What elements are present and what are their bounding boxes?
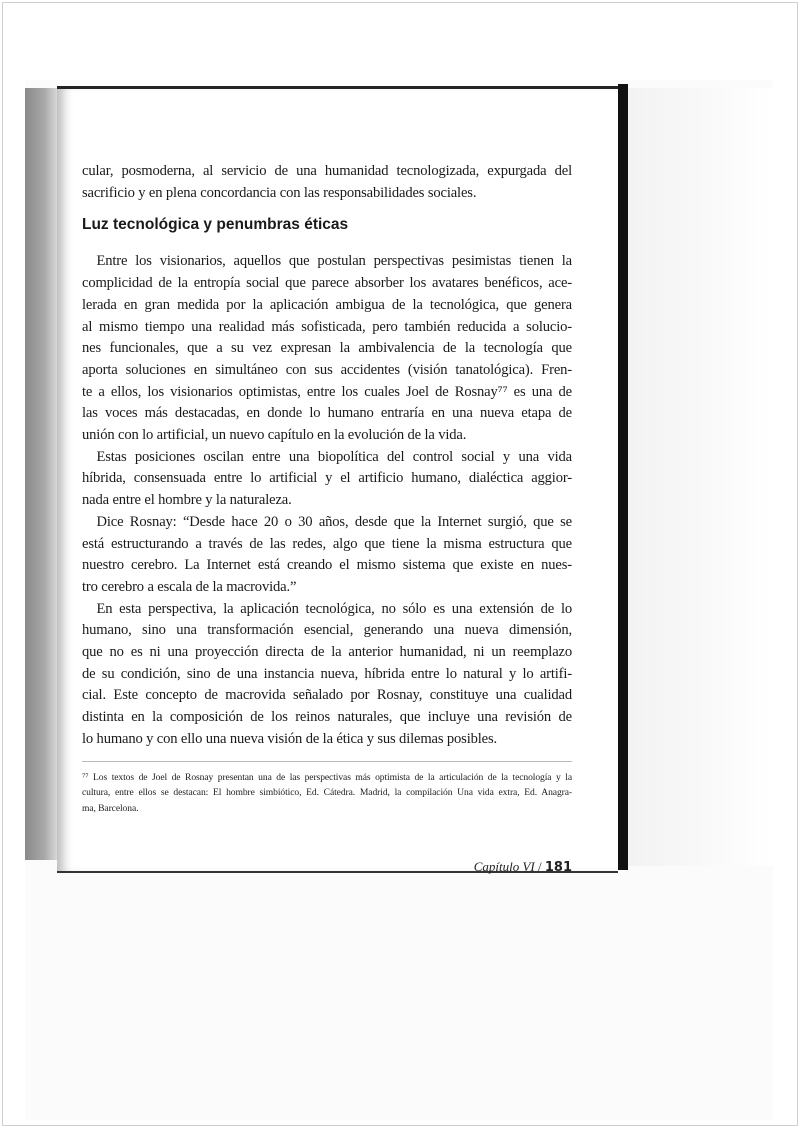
text-line: unión con lo artificial, un nuevo capítulo en la evolución de la vida. — [82, 427, 467, 444]
footnote-line: cultura, entre ellos se destacan: El hombre simbiótico, Ed. Cátedra. Madrid, la compilación Una vida extra, Ed. Anagra- — [82, 787, 572, 799]
footnote-divider — [82, 761, 572, 762]
text-line: híbrida, consensuada entre lo artificial y el artificio humano, dialéctica aggior- — [82, 470, 572, 487]
footer-separator: / — [534, 859, 545, 875]
text-line: complicidad de la entropía social que parece absorber los avatares benéficos, ace- — [82, 275, 572, 292]
text-line: Estas posiciones oscilan entre una biopolítica del control social y una vida — [82, 448, 572, 465]
text-line: al mismo tiempo una realidad más sofisticada, pero también reducida a solucio- — [82, 318, 572, 335]
text-line: cular, posmoderna, al servicio de una humanidad tecnologizada, expurgada del — [82, 163, 572, 179]
footnote-line: ma, Barcelona. — [82, 802, 139, 814]
intro-paragraph — [82, 161, 572, 204]
text-line: que no es ni una proyección directa de la anterior humanidad, ni un reemplazo — [82, 644, 572, 661]
text-line: sacrificio y en plena concordancia con las responsabilidades sociales. — [82, 184, 477, 201]
text-column — [82, 161, 572, 877]
footnote — [82, 770, 572, 817]
text-line: humano, sino una transformación esencial, generando una nueva dimensión, — [82, 622, 572, 639]
text-line: lo humano y con ello una nueva visión de la ética y sus dilemas posibles. — [82, 730, 498, 747]
text-line: nuestro cerebro. La Internet está creando el mismo sistema que existe en nues- — [82, 557, 572, 574]
text-line: lerada en gran medida por la aplicación ambigua de la tecnológica, que genera — [82, 296, 572, 313]
text-line: nes funcionales, que a su vez expresan la ambivalencia de la tecnología que — [82, 340, 572, 357]
text-line: las voces más destacadas, en donde lo humano entraría en una nueva etapa de — [82, 405, 572, 422]
text-line: cial. Este concepto de macrovida señalado por Rosnay, constituye una cualidad — [82, 687, 572, 704]
section-heading: Luz tecnológica y penumbras éticas — [82, 216, 349, 234]
text-line: aporta soluciones en simultáneo con sus accidentes (visión tanatológica). Fren- — [82, 361, 572, 378]
book-binding-shadow — [25, 88, 57, 860]
text-line: te a ellos, los visionarios optimistas, entre los cuales Joel de Rosnay⁷⁷ es una de — [82, 383, 572, 400]
text-line: nada entre el hombre y la naturaleza. — [82, 492, 292, 509]
facing-page — [628, 88, 773, 866]
text-line: En esta perspectiva, la aplicación tecnológica, no sólo es una extensión de lo — [82, 600, 572, 617]
page-number: 181 — [544, 860, 572, 876]
text-line: Dice Rosnay: “Desde hace 20 o 30 años, desde que la Internet surgió, que se — [82, 513, 572, 530]
body-text — [82, 251, 572, 750]
chapter-label: Capítulo VI — [473, 859, 535, 875]
footnote-line: ⁷⁷ Los textos de Joel de Rosnay presentan una de las perspectivas más optimista de la articulación de la tecnología y la — [82, 771, 572, 783]
text-line: tro cerebro a escala de la macrovida.” — [82, 578, 297, 595]
text-line: distinta en la composición de los reinos naturales, que incluye una revisión de — [82, 709, 572, 726]
text-line: está estructurando a través de las redes, algo que tiene la misma estructura que — [82, 535, 572, 552]
text-line: Entre los visionarios, aquellos que postulan perspectivas pesimistas tienen la — [82, 253, 572, 270]
page-footer — [82, 858, 572, 877]
text-line: de su condición, sino de una instancia nueva, híbrida entre lo natural y lo artifi- — [82, 665, 572, 682]
page-edge — [618, 84, 628, 870]
